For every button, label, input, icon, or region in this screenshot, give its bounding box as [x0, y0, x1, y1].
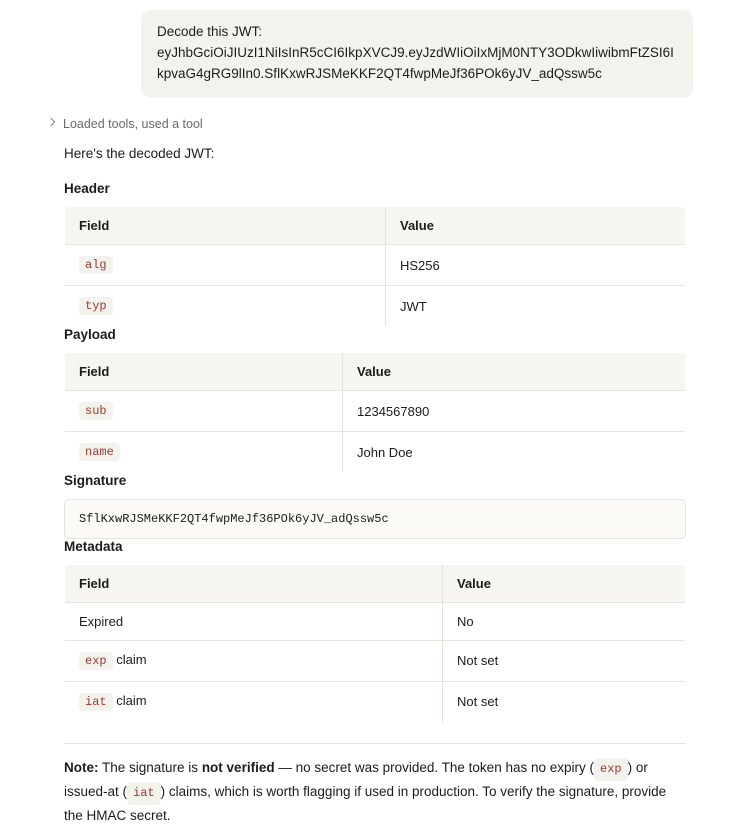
note-code-iat: iat [127, 782, 161, 805]
field-code: sub [79, 402, 113, 420]
user-message-line1: Decode this JWT: [157, 24, 263, 39]
note-part3: ) or issued-at ( [64, 759, 648, 799]
chevron-right-icon [47, 119, 56, 128]
table-header-row [65, 353, 686, 391]
cell-field-suffix: claim [112, 692, 147, 708]
table-row [65, 391, 686, 432]
cell-field [65, 432, 343, 473]
user-message-bubble [141, 10, 693, 98]
note-label: Note: [64, 759, 99, 775]
cell-value: HS256 [386, 245, 686, 286]
note-part1: The signature is [98, 759, 202, 775]
payload-table [64, 352, 686, 473]
cell-value: 1234567890 [343, 391, 686, 432]
field-code: iat [79, 693, 113, 711]
user-message-token: eyJhbGciOiJIUzI1NiIsInR5cCI6IkpXVCJ9.eyJzdWIiOiIxMjM0NTY3ODkwIiwibmFtZSI6IkpvaG4gRG9lIn0.SflKxwRJSMeKKF2QT4fwpMeJf36POk6yJV_adQssw5c [157, 44, 674, 81]
column-header-value: Value [386, 207, 686, 245]
note-part2: — no secret was provided. The token has no expiry ( [274, 759, 594, 775]
tool-disclosure-toggle[interactable] [47, 117, 750, 131]
cell-field [65, 681, 443, 722]
assistant-intro: Here's the decoded JWT: [64, 145, 215, 161]
metadata-table [64, 564, 686, 723]
table-row [65, 245, 686, 286]
note-part4: ) claims, which is worth flagging if used in production. To verify the signature, provide the HMAC secret. [64, 783, 667, 823]
field-code: alg [79, 256, 113, 274]
column-header-field: Field [65, 353, 343, 391]
signature-value: SflKxwRJSMeKKF2QT4fwpMeJf36POk6yJV_adQssw5c [64, 499, 686, 539]
cell-field [65, 391, 343, 432]
cell-value: John Doe [343, 432, 686, 473]
table-header-row [65, 207, 686, 245]
user-message-row [0, 0, 750, 98]
table-header-row [65, 564, 686, 602]
column-header-value: Value [443, 564, 686, 602]
column-header-field: Field [65, 207, 386, 245]
note-divider [64, 743, 686, 744]
header-section-title: Header [64, 181, 110, 197]
note-bold-not-verified: not verified [201, 759, 275, 775]
metadata-section-title: Metadata [64, 538, 123, 554]
field-code: typ [79, 297, 113, 315]
cell-field [65, 640, 443, 681]
tool-disclosure-label: Loaded tools, used a tool [63, 116, 203, 131]
table-row [65, 286, 686, 327]
table-row [65, 640, 686, 681]
cell-value: JWT [386, 286, 686, 327]
cell-field [65, 286, 386, 327]
column-header-value: Value [343, 353, 686, 391]
cell-field: Expired [65, 602, 443, 640]
signature-section-title: Signature [64, 473, 127, 489]
cell-field [65, 245, 386, 286]
header-table [64, 206, 686, 327]
field-code: name [79, 443, 120, 461]
table-row [65, 681, 686, 722]
assistant-message [64, 144, 686, 826]
cell-value: Not set [443, 640, 686, 681]
note-paragraph [64, 757, 686, 826]
table-row [65, 432, 686, 473]
field-code: exp [79, 652, 113, 670]
column-header-field: Field [65, 564, 443, 602]
cell-field-suffix: claim [112, 651, 147, 667]
note-code-exp: exp [594, 758, 628, 781]
cell-value: Not set [443, 681, 686, 722]
payload-section-title: Payload [64, 327, 116, 343]
table-row [65, 602, 686, 640]
cell-value: No [443, 602, 686, 640]
